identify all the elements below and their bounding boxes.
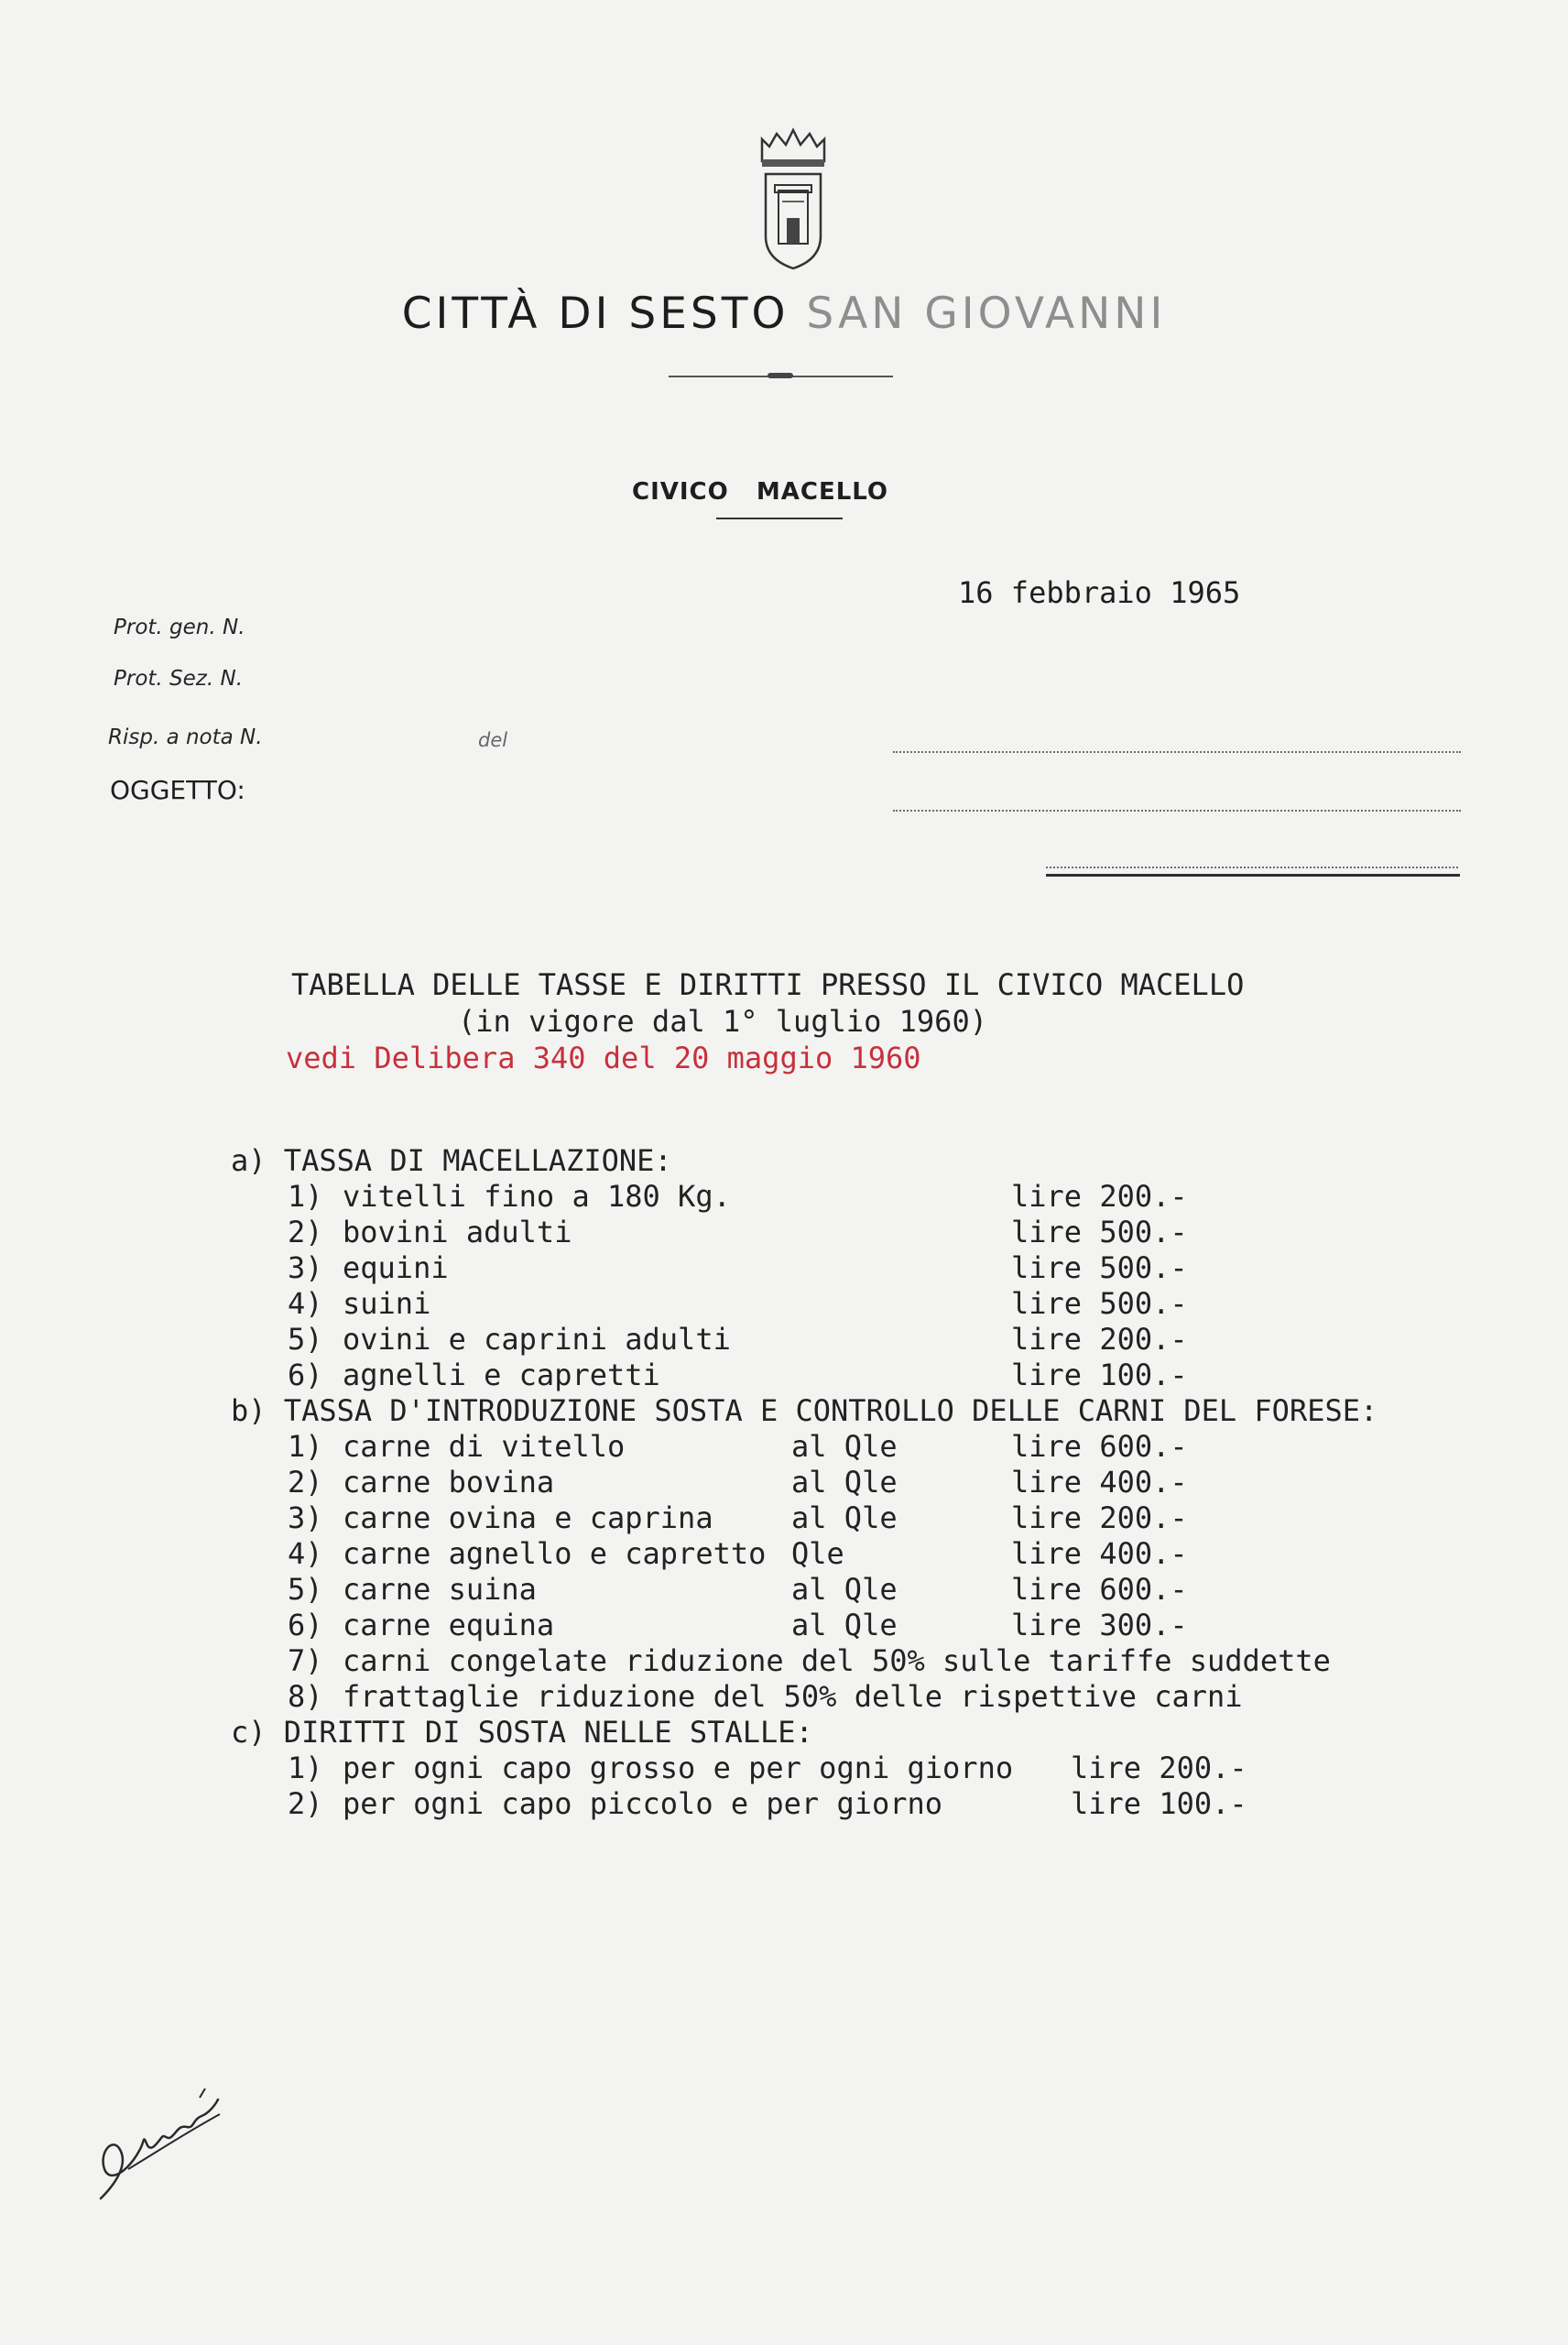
- field-line-3: [1046, 867, 1458, 868]
- table-row: 2) bovini adulti lire 500.-: [288, 1215, 1188, 1249]
- department-name: CIVICO MACELLO: [632, 478, 889, 506]
- prot-gen-label: Prot. gen. N.: [114, 616, 245, 639]
- table-row: 1) vitelli fino a 180 Kg. lire 200.-: [288, 1179, 1188, 1214]
- table-row: 3) carne ovina e caprina al Qle lire 200.-: [288, 1500, 1188, 1535]
- handwritten-signature-icon: [92, 2061, 238, 2208]
- table-row: 4) carne agnello e capretto Qle lire 400.-: [288, 1536, 1188, 1571]
- table-row: 4) suini lire 500.-: [288, 1286, 1188, 1321]
- prot-sez-label: Prot. Sez. N.: [114, 667, 243, 691]
- table-row: 7) carni congelate riduzione del 50% sulle tariffe suddette: [288, 1643, 1331, 1678]
- del-label: del: [478, 729, 508, 751]
- field-line-2: [893, 810, 1461, 812]
- table-row: 2) per ogni capo piccolo e per giorno lire 100.-: [288, 1786, 1247, 1821]
- oggetto-label: OGGETTO:: [110, 775, 245, 805]
- document-date: 16 febbraio 1965: [958, 575, 1241, 610]
- section-heading: b) TASSA D'INTRODUZIONE SOSTA E CONTROLLO DELLE CARNI DEL FORESE:: [231, 1393, 1378, 1428]
- delibera-reference: vedi Delibera 340 del 20 maggio 1960: [286, 1041, 921, 1075]
- section-heading: c) DIRITTI DI SOSTA NELLE STALLE:: [231, 1715, 813, 1750]
- table-row: 1) per ogni capo grosso e per ogni giorno lire 200.-: [288, 1751, 1247, 1785]
- risp-nota-label: Risp. a nota N.: [108, 725, 263, 749]
- table-row: 6) agnelli e capretti lire 100.-: [288, 1358, 1188, 1392]
- table-row: 6) carne equina al Qle lire 300.-: [288, 1608, 1188, 1642]
- table-row: 2) carne bovina al Qle lire 400.-: [288, 1465, 1188, 1500]
- document-title: TABELLA DELLE TASSE E DIRITTI PRESSO IL CIVICO MACELLO: [291, 967, 1245, 1002]
- table-row: 5) ovini e caprini adulti lire 200.-: [288, 1322, 1188, 1357]
- section-heading: a) TASSA DI MACELLAZIONE:: [231, 1143, 672, 1178]
- field-underline: [1046, 874, 1460, 877]
- coat-of-arms-icon: [757, 126, 830, 273]
- table-row: 3) equini lire 500.-: [288, 1250, 1188, 1285]
- table-row: 5) carne suina al Qle lire 600.-: [288, 1572, 1188, 1607]
- table-row: 8) frattaglie riduzione del 50% delle rispettive carni: [288, 1679, 1243, 1714]
- table-row: 1) carne di vitello al Qle lire 600.-: [288, 1429, 1188, 1464]
- city-title: CITTÀ DI SESTO SAN GIOVANNI: [401, 289, 1167, 339]
- title-divider: [669, 376, 893, 377]
- document-subtitle: (in vigore dal 1° luglio 1960): [458, 1004, 987, 1039]
- department-underline: [716, 518, 843, 519]
- field-line-1: [893, 751, 1461, 753]
